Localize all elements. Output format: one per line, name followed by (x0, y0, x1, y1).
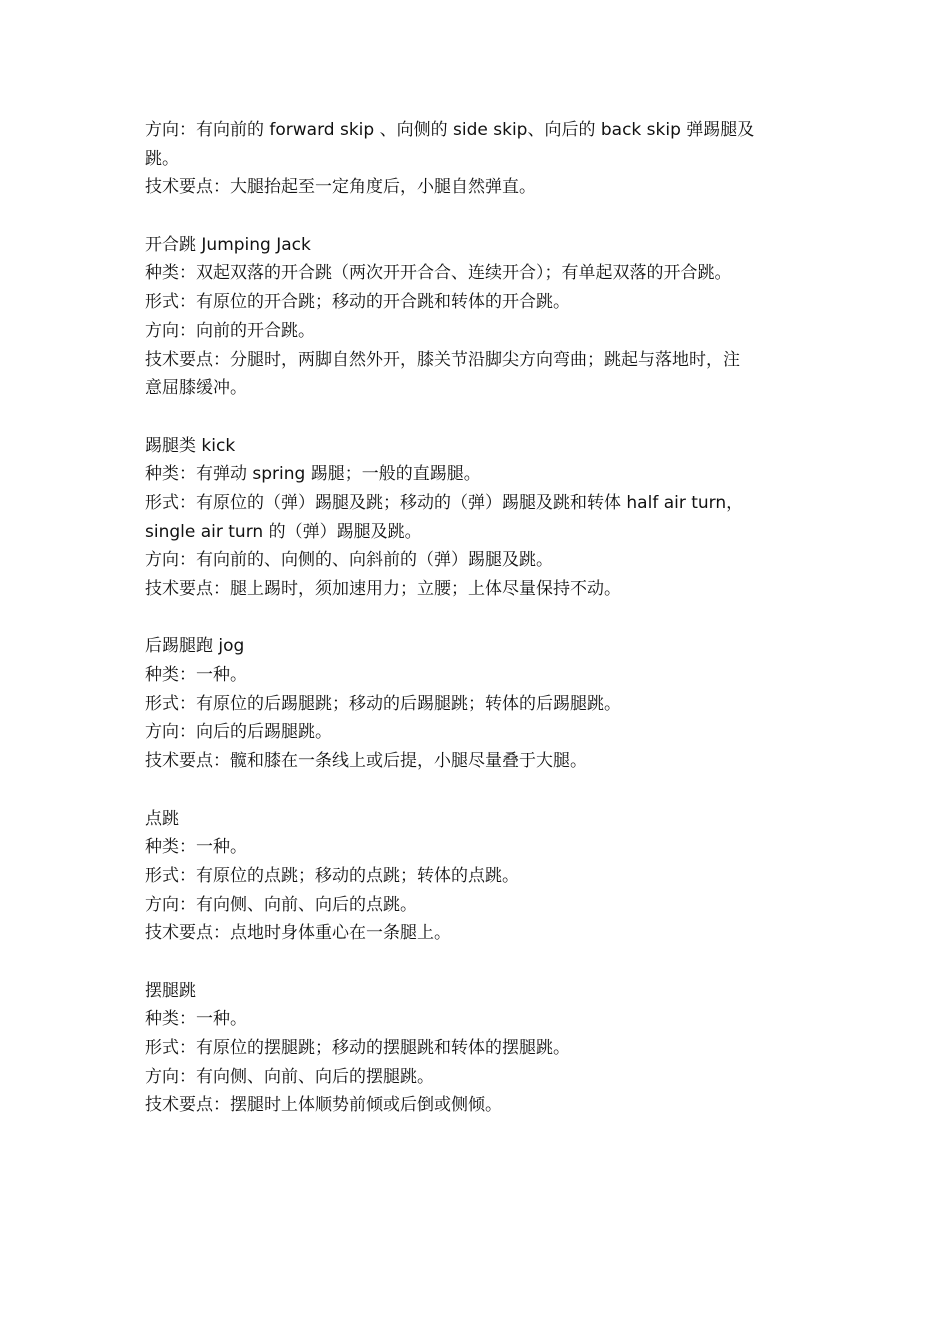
paragraph-line: single air turn 的（弹）踢腿及跳。 (145, 521, 422, 542)
section-heading: 摆腿跳 (145, 980, 196, 1001)
paragraph-line: 技术要点：点地时身体重心在一条腿上。 (145, 923, 451, 944)
section-jog (145, 632, 815, 775)
paragraph-line: 方向：有向前的 forward skip 、向侧的 side skip、向后的 back skip 弹踢腿及 (145, 120, 755, 140)
paragraph-line: 方向：有向侧、向前、向后的摆腿跳。 (145, 1066, 434, 1087)
paragraph-gap (145, 948, 815, 977)
paragraph-line: 方向：向前的开合跳。 (145, 320, 315, 341)
paragraph-line: 意屈膝缓冲。 (145, 378, 247, 399)
paragraph-gap (145, 403, 815, 432)
paragraph-line: 方向：有向前的、向侧的、向斜前的（弹）踢腿及跳。 (145, 550, 553, 571)
paragraph-line: 技术要点：髋和膝在一条线上或后提，小腿尽量叠于大腿。 (145, 751, 587, 772)
paragraph-line: 形式：有原位的点跳；移动的点跳；转体的点跳。 (145, 865, 519, 886)
paragraph-line: 种类：有弹动 spring 踢腿；一般的直踢腿。 (145, 464, 481, 485)
section-jumping-jack (145, 231, 815, 403)
paragraph-gap (145, 604, 815, 633)
section-forward-skip (145, 116, 815, 202)
paragraph-gap (145, 202, 815, 231)
section-heading: 后踢腿跑 jog (145, 636, 245, 657)
paragraph-line: 种类：双起双落的开合跳（两次开开合合、连续开合）；有单起双落的开合跳。 (145, 263, 732, 284)
paragraph-line: 方向：有向侧、向前、向后的点跳。 (145, 894, 417, 915)
paragraph-line: 形式：有原位的摆腿跳；移动的摆腿跳和转体的摆腿跳。 (145, 1038, 570, 1058)
section-kick (145, 432, 815, 604)
paragraph-line: 技术要点：大腿抬起至一定角度后，小腿自然弹直。 (145, 177, 536, 198)
section-heading: 点跳 (145, 808, 179, 829)
section-point-jump (145, 805, 815, 948)
section-heading: 踢腿类 kick (145, 435, 236, 456)
paragraph-line: 形式：有原位的（弹）踢腿及跳；移动的（弹）踢腿及跳和转体 half air turn， (145, 492, 744, 513)
paragraph-gap (145, 776, 815, 805)
paragraph-line: 技术要点：腿上踢时，须加速用力；立腰；上体尽量保持不动。 (145, 579, 621, 599)
paragraph-line: 种类：一种。 (145, 665, 247, 686)
paragraph-line: 种类：一种。 (145, 1009, 247, 1030)
paragraph-line: 技术要点：分腿时，两脚自然外开，膝关节沿脚尖方向弯曲；跳起与落地时，注 (145, 349, 740, 370)
paragraph-line: 形式：有原位的后踢腿跳；移动的后踢腿跳；转体的后踢腿跳。 (145, 693, 621, 714)
paragraph-line: 跳。 (145, 148, 179, 169)
paragraph-line: 方向：向后的后踢腿跳。 (145, 722, 332, 743)
document-page (145, 116, 815, 1120)
paragraph-line: 形式：有原位的开合跳；移动的开合跳和转体的开合跳。 (145, 292, 570, 313)
paragraph-line: 技术要点：摆腿时上体顺势前倾或后倒或侧倾。 (145, 1095, 502, 1116)
paragraph-line: 种类：一种。 (145, 837, 247, 858)
section-swing-leg-jump (145, 977, 815, 1120)
section-heading: 开合跳 Jumping Jack (145, 234, 311, 255)
